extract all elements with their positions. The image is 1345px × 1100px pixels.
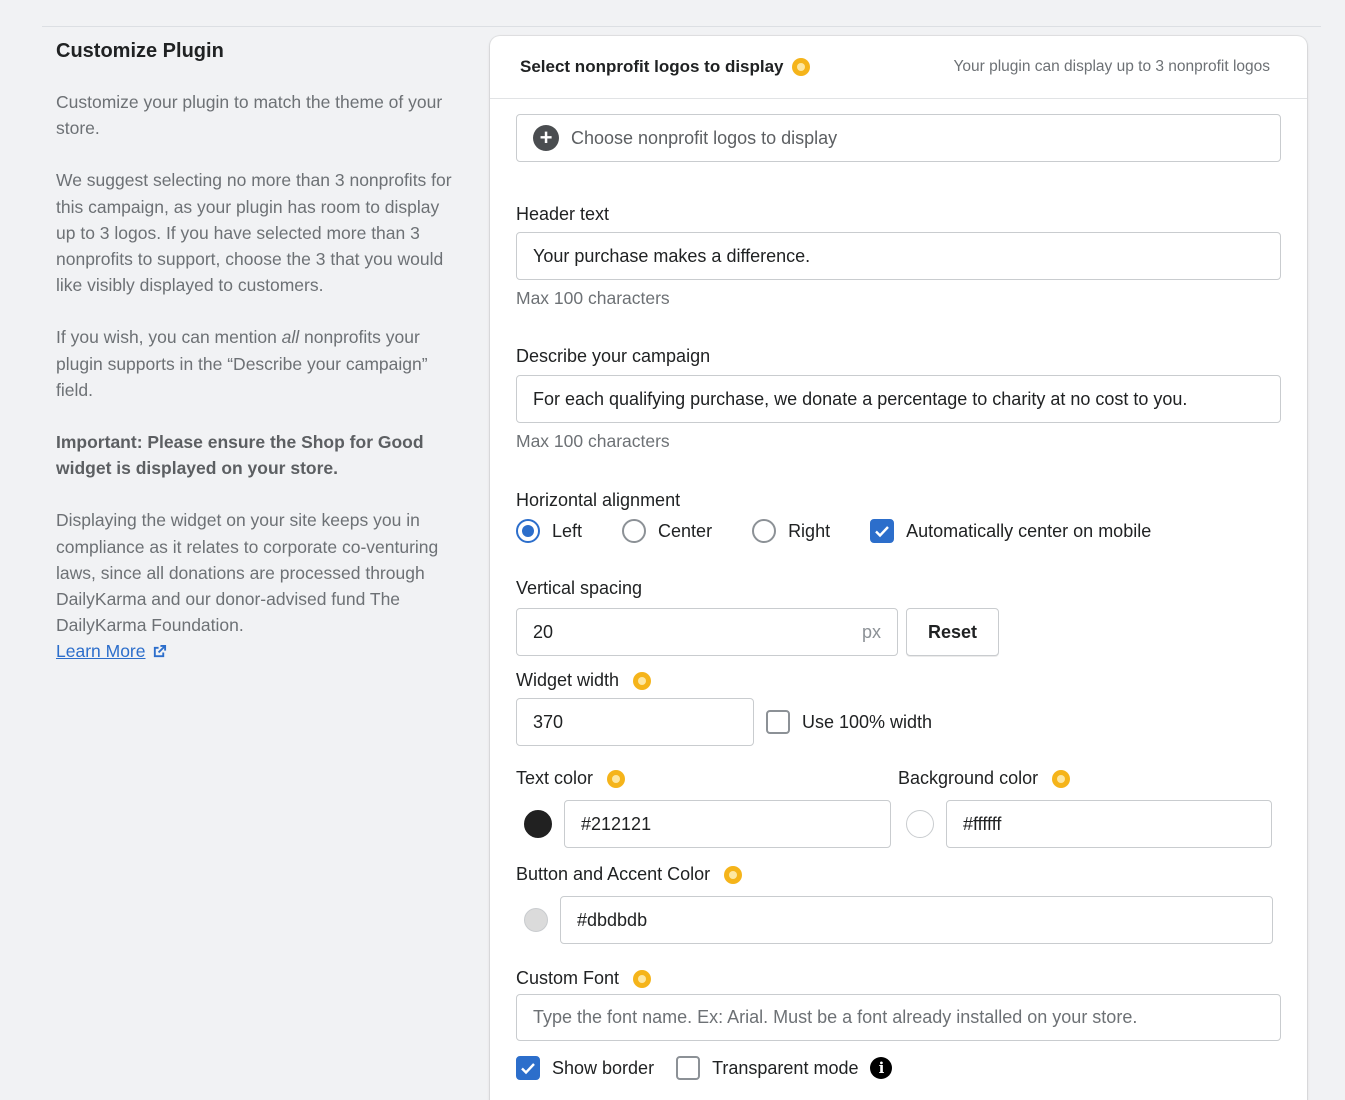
accent-color-swatch[interactable]	[524, 908, 548, 932]
widget-width-input[interactable]: 370	[516, 698, 754, 746]
background-color-label-text: Background color	[898, 768, 1039, 788]
custom-font-label	[516, 968, 651, 989]
show-border-option[interactable]	[516, 1056, 654, 1080]
custom-font-input[interactable]: Type the font name. Ex: Arial. Must be a font already installed on your store.	[516, 994, 1281, 1041]
learn-more-label: Learn More	[56, 641, 146, 662]
compliance-paragraph: Displaying the widget on your site keeps you in compliance as it relates to corporate co-venturing laws, since all donations are processed through DailyKarma and our donor-advised fund The DailyKarma Foundation.	[56, 510, 439, 636]
align-center-option[interactable]	[622, 519, 712, 543]
learn-more-link[interactable]	[56, 638, 167, 664]
info-icon[interactable]: i	[870, 1057, 892, 1079]
coin-icon	[607, 770, 625, 788]
widget-width-label-text: Widget width	[516, 670, 620, 690]
logo-limit-note: Your plugin can display up to 3 nonprofit logos	[953, 58, 1270, 75]
describe-campaign-label: Describe your campaign	[516, 346, 711, 366]
external-link-icon	[152, 644, 167, 659]
background-color-input[interactable]: #ffffff	[946, 800, 1272, 848]
describe-campaign-help: Max 100 characters	[516, 431, 670, 451]
transparent-mode-option[interactable]	[676, 1056, 892, 1080]
coin-icon	[724, 866, 742, 884]
mention-emphasis: all	[281, 327, 300, 348]
describe-campaign-input[interactable]: For each qualifying purchase, we donate a percentage to charity at no cost to you.	[516, 375, 1281, 423]
intro-paragraph: Customize your plugin to match the theme of your store.	[56, 92, 443, 139]
suggestion-paragraph: We suggest selecting no more than 3 nonprofits for this campaign, as your plugin has room to display up to 3 logos. If you have selected more than 3 nonprofits to support, choose the 3 that you would like visibly displayed to customers.	[56, 170, 452, 296]
alignment-label: Horizontal alignment	[516, 490, 681, 510]
choose-logos-label: Choose nonprofit logos to display	[571, 127, 838, 148]
vertical-spacing-value: 20	[533, 621, 554, 642]
align-right-radio[interactable]	[752, 519, 776, 543]
header-text-label: Header text	[516, 204, 610, 224]
background-color-label	[898, 768, 1070, 789]
vertical-spacing-unit: px	[861, 621, 881, 642]
important-notice: Important: Please ensure the Shop for Good widget is displayed on your store.	[56, 432, 424, 479]
choose-logos-button[interactable]	[516, 114, 1281, 162]
background-color-swatch[interactable]	[906, 810, 934, 838]
reset-button[interactable]: Reset	[906, 608, 999, 656]
align-left-label: Left	[552, 520, 583, 541]
card-title-text: Select nonprofit logos to display	[520, 57, 784, 76]
header-text-help: Max 100 characters	[516, 288, 670, 308]
checkmark-icon	[874, 523, 890, 539]
card-title	[520, 57, 810, 77]
accent-color-label-text: Button and Accent Color	[516, 864, 711, 884]
mention-prefix: If you wish, you can mention	[56, 327, 282, 348]
header-text-input[interactable]: Your purchase makes a difference.	[516, 232, 1281, 280]
show-border-label: Show border	[552, 1057, 655, 1078]
mobile-center-option[interactable]	[870, 519, 1151, 543]
full-width-checkbox[interactable]	[766, 710, 790, 734]
vertical-spacing-label: Vertical spacing	[516, 578, 643, 598]
custom-font-label-text: Custom Font	[516, 968, 620, 988]
logo-settings-card	[490, 36, 1307, 1100]
transparent-mode-checkbox[interactable]	[676, 1056, 700, 1080]
top-divider	[42, 26, 1321, 27]
alignment-options	[516, 519, 1191, 543]
transparent-mode-label: Transparent mode	[712, 1057, 859, 1078]
align-right-option[interactable]	[752, 519, 830, 543]
mention-paragraph	[56, 324, 456, 403]
left-description-panel	[56, 40, 456, 664]
coin-icon	[792, 58, 810, 76]
full-width-label: Use 100% width	[802, 711, 933, 732]
mobile-center-checkbox[interactable]	[870, 519, 894, 543]
card-header	[490, 36, 1307, 99]
section-title: Customize Plugin	[56, 40, 224, 62]
mobile-center-label: Automatically center on mobile	[906, 520, 1152, 541]
plus-circle-icon: +	[533, 125, 559, 151]
coin-icon	[633, 970, 651, 988]
text-color-input[interactable]: #212121	[564, 800, 891, 848]
coin-icon	[1052, 770, 1070, 788]
text-color-label	[516, 768, 625, 789]
widget-width-label	[516, 670, 651, 691]
checkmark-icon	[520, 1060, 536, 1076]
vertical-spacing-input[interactable]	[516, 608, 898, 656]
coin-icon	[633, 672, 651, 690]
align-right-label: Right	[788, 520, 831, 541]
show-border-checkbox[interactable]	[516, 1056, 540, 1080]
text-color-swatch[interactable]	[524, 810, 552, 838]
align-center-label: Center	[658, 520, 713, 541]
display-options	[516, 1056, 932, 1080]
align-left-radio[interactable]	[516, 519, 540, 543]
text-color-label-text: Text color	[516, 768, 594, 788]
align-center-radio[interactable]	[622, 519, 646, 543]
accent-color-input[interactable]: #dbdbdb	[560, 896, 1273, 944]
align-left-option[interactable]	[516, 519, 582, 543]
mention-suffix: nonprofits your plugin supports in the “Describe your campaign” field.	[56, 327, 428, 400]
accent-color-label	[516, 864, 742, 885]
